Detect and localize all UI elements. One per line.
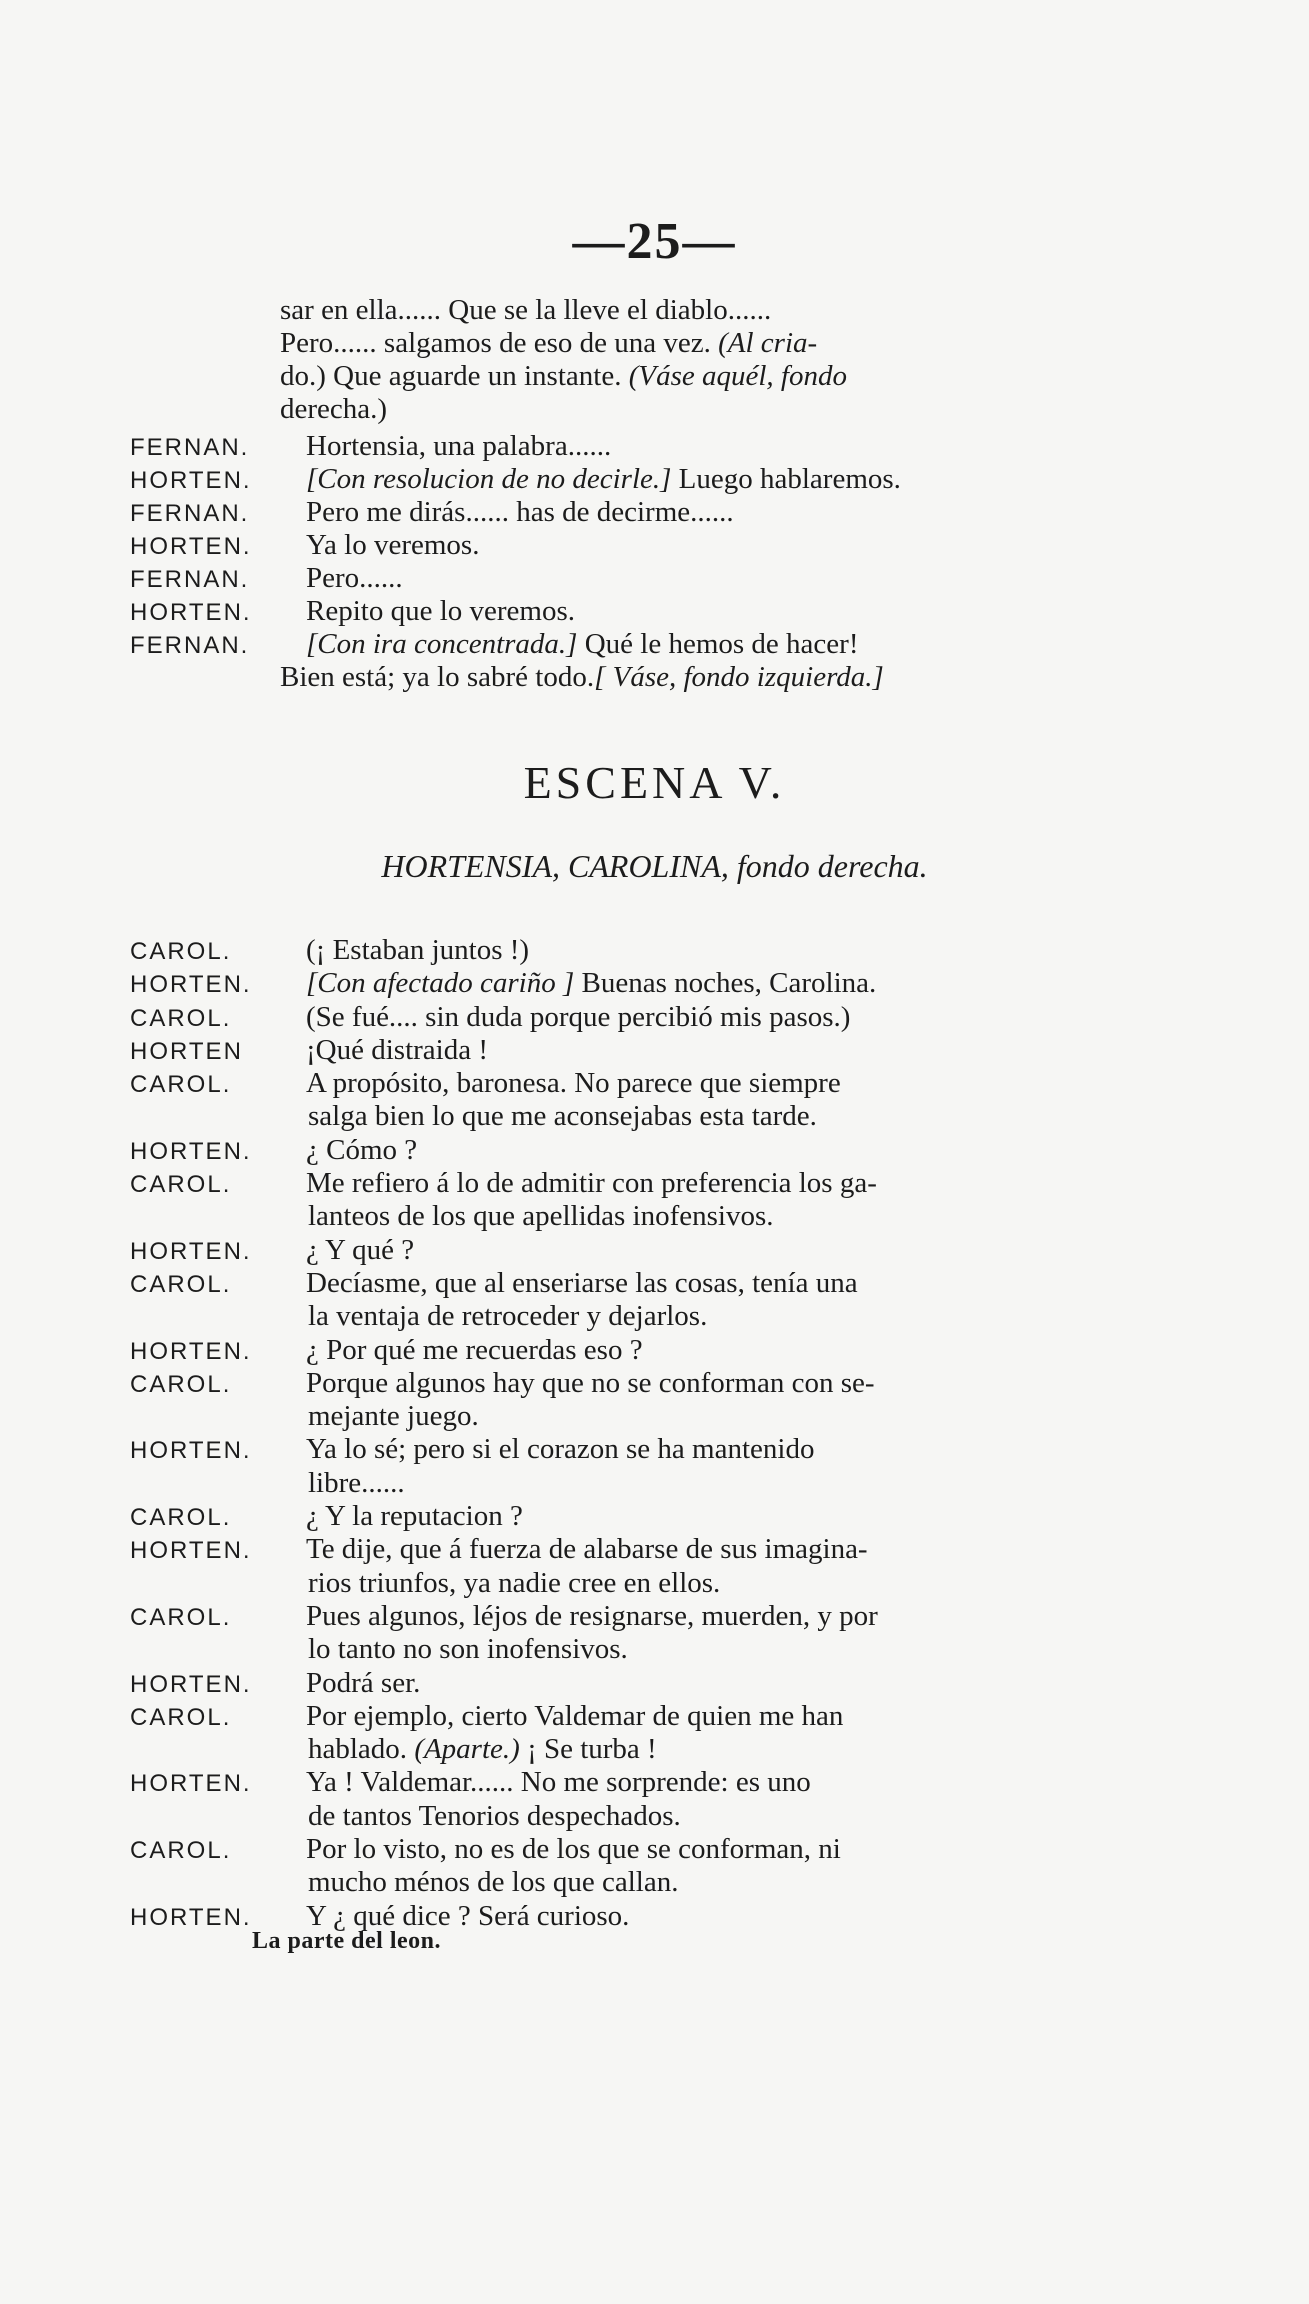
speech-continuation: lo tanto no son inofensivos.: [308, 1633, 628, 1666]
dialogue-line: [130, 1000, 1140, 1033]
dialogue-line: [130, 1069, 1140, 1098]
dialogue-line: [130, 1266, 1140, 1299]
speaker-name: CAROL.: [130, 1370, 232, 1398]
speaker-name: HORTEN.: [130, 599, 252, 626]
speaker-name: FERNAN.: [130, 566, 250, 593]
speech-continuation: salga bien lo que me aconsejabas esta tarde.: [308, 1100, 817, 1133]
speech-text: ¡Qué distraida !: [306, 1033, 488, 1066]
dialogue-line: [130, 1233, 1140, 1266]
speaker-name: CAROL.: [130, 1703, 232, 1731]
dialogue-line: [130, 1768, 1140, 1797]
speech-text: ¿ Cómo ?: [306, 1133, 418, 1166]
speech-text: A propósito, baronesa. No parece que siempre: [306, 1067, 841, 1100]
speech-text: Ya lo sé; pero si el corazon se ha mantenido: [306, 1433, 815, 1466]
speaker-name: HORTEN.: [130, 533, 252, 560]
speaker-name: HORTEN.: [130, 1137, 252, 1165]
speaker-name: FERNAN.: [130, 632, 250, 659]
speech-text: Me refiero á lo de admitir con preferencia los ga-: [306, 1167, 877, 1200]
speech-text: Te dije, que á fuerza de alabarse de sus imagina-: [306, 1533, 868, 1566]
dialogue-line: [130, 1033, 1140, 1066]
speech-continuation: rios triunfos, ya nadie cree en ellos.: [308, 1566, 721, 1599]
speech-text: Y ¿ qué dice ? Será curioso.: [306, 1899, 630, 1932]
speaker-name: CAROL.: [130, 1071, 232, 1099]
dialogue-line: [130, 936, 1140, 965]
speaker-name: HORTEN.: [130, 1337, 252, 1365]
speech-text: Hortensia, una palabra......: [306, 430, 612, 462]
dialogue-line: [130, 1333, 1140, 1366]
dialogue-line: [130, 432, 1140, 461]
text-line: derecha.): [280, 393, 388, 425]
dialogue-line: [130, 1666, 1140, 1699]
dialogue-block-1: [130, 432, 1140, 696]
speech-text: (Se fué.... sin duda porque percibió mis pasos.): [306, 1000, 851, 1033]
speaker-name: HORTEN.: [130, 467, 252, 494]
speech-text: Pero......: [306, 562, 403, 594]
speech-text: ¿ Y qué ?: [306, 1233, 415, 1266]
speech-text: ¿ Y la reputacion ?: [306, 1500, 523, 1533]
speaker-name: CAROL.: [130, 938, 232, 965]
speaker-name: CAROL.: [130, 1171, 232, 1199]
speech-continuation: mucho ménos de los que callan.: [308, 1866, 679, 1899]
text-line: do.) Que aguarde un instante. (Váse aquél, fondo: [280, 360, 847, 392]
speech-continuation: de tantos Tenorios despechados.: [308, 1799, 681, 1832]
scene-characters: HORTENSIA, CAROLINA, fondo derecha.: [381, 848, 928, 884]
speech-continuation: hablado. (Aparte.) ¡ Se turba !: [308, 1733, 657, 1766]
dialogue-line: [130, 498, 1140, 527]
text-line: sar en ella...... Que se la lleve el diablo......: [280, 294, 772, 326]
speaker-name: HORTEN.: [130, 1237, 252, 1265]
speech-text: Pues algunos, léjos de resignarse, muerden, y por: [306, 1599, 878, 1632]
speech-continuation: la ventaja de retroceder y dejarlos.: [308, 1300, 708, 1333]
speaker-name: HORTEN.: [130, 1437, 252, 1465]
speech-text: Por ejemplo, cierto Valdemar de quien me han: [306, 1699, 844, 1732]
dialogue-block-2: [130, 936, 1140, 1935]
speaker-name: HORTEN.: [130, 971, 252, 999]
dialogue-line: [130, 1535, 1140, 1564]
speaker-name: CAROL.: [130, 1504, 232, 1532]
dialogue-line: [130, 1435, 1140, 1464]
dialogue-line: [130, 1133, 1140, 1166]
page-footer: La parte del leon.: [252, 1928, 441, 1954]
speech-text: ¿ Por qué me recuerdas eso ?: [306, 1333, 643, 1366]
speaker-name: HORTEN.: [130, 1537, 252, 1565]
dialogue-line: [130, 630, 1140, 659]
dialogue-line: [130, 564, 1140, 593]
dialogue-line: [130, 1899, 1140, 1932]
dialogue-line: [130, 1169, 1140, 1198]
speaker-name: HORTEN.: [130, 1770, 252, 1798]
dialogue-line: [130, 465, 1140, 494]
speaker-name: CAROL.: [130, 1004, 232, 1032]
speech-text: Pero me dirás...... has de decirme......: [306, 496, 734, 528]
dialogue-line: [130, 531, 1140, 560]
speech-continuation: libre......: [308, 1466, 405, 1499]
speech-continuation: mejante juego.: [308, 1400, 479, 1433]
top-continuation: [130, 296, 1140, 428]
speaker-name: CAROL.: [130, 1270, 232, 1298]
dialogue-line: [130, 1699, 1140, 1732]
speech-text: [Con afectado cariño ] Buenas noches, Carolina.: [306, 967, 877, 1000]
dialogue-line: [130, 969, 1140, 998]
speech-text: Porque algunos hay que no se conforman con se-: [306, 1366, 875, 1399]
page-number: —25—: [572, 213, 737, 270]
text-line: Pero...... salgamos de eso de una vez. (Al cria-: [280, 327, 818, 359]
speaker-name: HORTEN: [130, 1037, 243, 1065]
speech-text: Podrá ser.: [306, 1666, 421, 1699]
speech-continuation: Bien está; ya lo sabré todo.[ Váse, fondo izquierda.]: [280, 661, 884, 693]
dialogue-line: [130, 1835, 1140, 1864]
speaker-name: HORTEN.: [130, 1903, 252, 1931]
dialogue-line: [130, 1599, 1140, 1632]
speaker-name: HORTEN.: [130, 1670, 252, 1698]
speech-text: (¡ Estaban juntos !): [306, 934, 530, 966]
speech-text: Decíasme, que al enseriarse las cosas, tenía una: [306, 1266, 858, 1299]
speech-text: Ya ! Valdemar...... No me sorprende: es uno: [306, 1766, 811, 1799]
speaker-name: CAROL.: [130, 1837, 232, 1865]
dialogue-line: [130, 597, 1140, 626]
speech-text: [Con ira concentrada.] Qué le hemos de hacer!: [306, 628, 859, 660]
speech-text: [Con resolucion de no decirle.] Luego hablaremos.: [306, 463, 901, 495]
speech-text: Repito que lo veremos.: [306, 595, 576, 627]
dialogue-line: [130, 1502, 1140, 1531]
speaker-name: CAROL.: [130, 1603, 232, 1631]
scene-heading: ESCENA V.: [523, 757, 786, 808]
dialogue-line: [130, 1366, 1140, 1399]
speech-text: Por lo visto, no es de los que se conforman, ni: [306, 1833, 841, 1866]
speech-text: Ya lo veremos.: [306, 529, 480, 561]
speaker-name: FERNAN.: [130, 434, 250, 461]
speaker-name: FERNAN.: [130, 500, 250, 527]
speech-continuation: lanteos de los que apellidas inofensivos.: [308, 1200, 774, 1233]
